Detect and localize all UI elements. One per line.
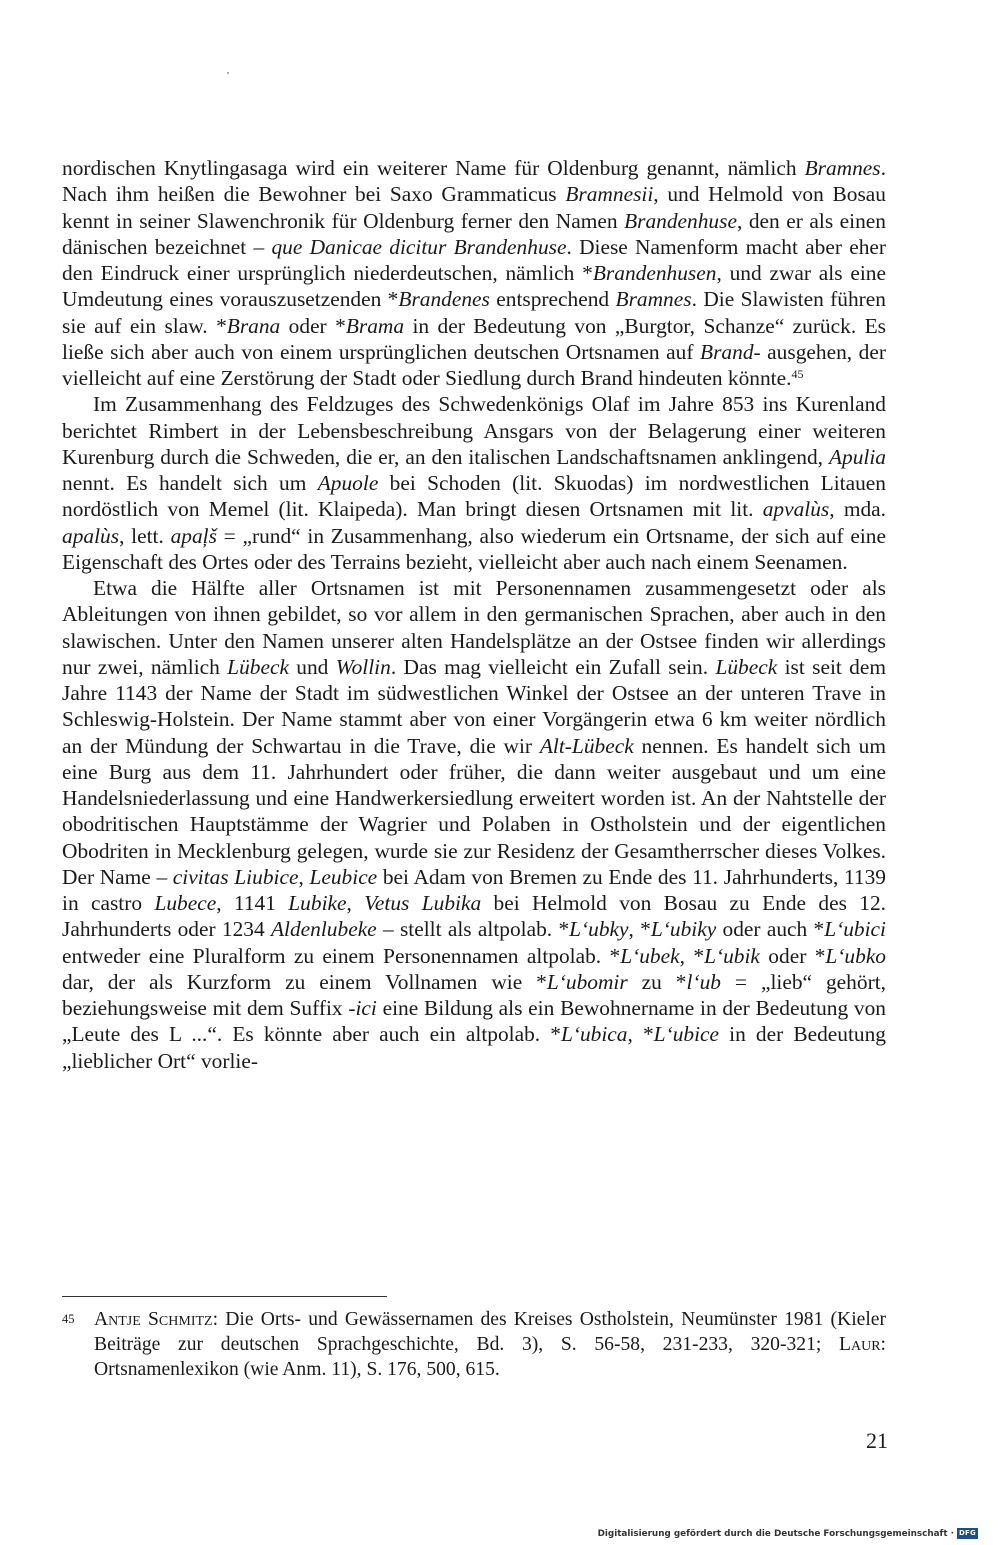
italic-term: que Danicae dicitur Brandenhuse <box>271 234 567 259</box>
text-run: , lett. <box>119 523 171 548</box>
italic-term: L‘ubiky <box>650 917 717 942</box>
italic-term: L‘ubomir <box>546 969 628 994</box>
author-name: Antje Schmitz <box>94 1309 213 1330</box>
text-run: eine Bildung als ein Bewohnername in der Bedeutung von „Leute des L ...“. Es könnte aber auch ein altpolab. * <box>62 996 886 1047</box>
dfg-logo-icon: DFG <box>957 1528 978 1539</box>
text-run: ausgehen, der vielleicht auf eine Zerstörung der Stadt oder Siedlung durch Brand hindeuten könnte. <box>62 339 886 390</box>
italic-term: Apuole <box>317 471 379 495</box>
italic-term: Wollin <box>335 654 391 679</box>
text-run: in der Bedeutung „lieblicher Ort“ vorlie- <box>62 1022 887 1073</box>
text-run: zu * <box>627 969 687 994</box>
text-run: Etwa die Hälfte aller Ortsnamen ist mit Personennamen zusammengesetzt oder als Ableitungen von ihnen gebildet, so vor allem in den germanischen Sprachen, aber auch in den slawischen. Unter den Namen unserer alten Handelsplätze an der Ostsee finden wir allerdings nur zwei, nämlich <box>62 576 886 679</box>
text-run: : Ortsnamenlexikon (wie Anm. 11), S. 176, 500, 615. <box>94 1334 886 1380</box>
text-run: , * <box>627 1022 654 1047</box>
text-run: , 1141 <box>216 891 289 915</box>
italic-term: Bramnesii <box>565 182 654 207</box>
text-run: = „lieb“ gehört, beziehungsweise mit dem Suffix <box>62 969 886 1020</box>
footnote-reference: 45 <box>791 367 804 381</box>
italic-term: Brama <box>345 313 405 338</box>
text-run: dar, der als Kurzform zu einem Vollnamen wie * <box>62 969 547 994</box>
text-run: bei Helmold von Bosau zu Ende des 12. Jahrhunderts oder 1234 <box>62 891 886 942</box>
text-run: nennen. Es handelt sich um eine Burg aus dem 11. Jahrhundert oder früher, die dann weiter ausgebaut und um eine Handelsniederlassung und eine Handwerkersiedlung erweitert worden ist. An der Nahtstelle der obodritischen Hauptstämme der Wagrier und Polaben in Ostholstein und der eigentlichen Obodriten in Mecklenburg gelegen, wurde sie zur Residenz der Gesamtherrscher dieses Volkes. Der Name – <box>62 733 886 889</box>
text-run: . Diese Namenform macht aber eher den Eindruck einer ursprünglich niederdeutschen, nämlich * <box>62 234 887 285</box>
text-run: . Die Slawisten führen sie auf ein slaw. * <box>62 287 886 338</box>
author-name: Laur <box>839 1334 881 1355</box>
text-run: und <box>288 654 336 679</box>
italic-term: L‘ubici <box>824 917 886 942</box>
italic-term: Lübeck <box>715 654 778 679</box>
footnote-separator <box>62 1296 387 1297</box>
italic-term: L‘ubek <box>620 943 680 968</box>
italic-term: Brandenhusen <box>592 261 717 285</box>
footnote-number: 45 <box>62 1312 75 1326</box>
text-run: , <box>298 864 310 889</box>
page-number: 21 <box>866 1428 888 1453</box>
italic-term: Bramnes <box>804 156 881 180</box>
text-run: bei Schoden (lit. Skuodas) im nordwestlichen Litauen nordöstlich von Memel (lit. Klaipeda). Man bringt diesen Ortsnamen mit lit. <box>62 471 886 522</box>
text-run: in der Bedeutung von „Burgtor, Schanze“ zurück. Es ließe sich aber auch von einem ursprünglichen deutschen Ortsnamen auf <box>62 313 886 364</box>
italic-term: L‘ubko <box>825 943 887 968</box>
italic-term: Vetus Lubika <box>364 891 482 915</box>
text-run: oder auch * <box>716 917 825 942</box>
italic-term: L‘ubica <box>560 1022 628 1047</box>
italic-term: Leubice <box>309 864 378 889</box>
italic-term: L‘ubky <box>569 917 629 942</box>
italic-term: -ici <box>348 996 377 1020</box>
text-run: : Die Orts- und Gewässernamen des Kreises Ostholstein, Neumünster 1981 (Kieler Beiträge zur deutschen Sprachgeschichte, Bd. 3), S. 56-58, 231-233, 320-321; <box>94 1309 886 1355</box>
italic-term: Lübeck <box>227 654 289 679</box>
italic-term: Aldenlubeke <box>270 917 377 942</box>
body-text <box>62 155 886 1074</box>
text-run: nennt. Es handelt sich um <box>62 471 318 495</box>
footnote <box>62 1307 886 1382</box>
text-run: , * <box>679 943 705 968</box>
text-run: , und zwar als eine Umdeutung eines vorauszusetzenden * <box>62 261 886 312</box>
text-run: , mda. <box>829 497 886 522</box>
italic-term: Alt-Lübeck <box>539 733 634 758</box>
scan-speck <box>227 72 229 74</box>
italic-term: L‘ubik <box>704 943 760 968</box>
text-run: entsprechend <box>489 287 616 312</box>
italic-term: Lubike <box>288 891 347 915</box>
italic-term: Bramnes <box>615 287 692 312</box>
text-run: , den er als einen dänischen bezeichnet – <box>62 208 886 259</box>
footnote-text <box>62 1307 886 1382</box>
text-run: nordischen Knytlingasaga wird ein weiterer Name für Oldenburg genannt, nämlich <box>62 156 805 180</box>
italic-term: Apulia <box>828 444 886 469</box>
italic-term: Brand- <box>700 339 761 364</box>
italic-term: l‘ub <box>686 969 721 994</box>
italic-term: civitas Liubice <box>172 864 299 889</box>
paragraph <box>62 155 886 391</box>
italic-term: apaļš <box>170 523 217 548</box>
italic-term: L‘ubice <box>653 1022 720 1047</box>
italic-term: Lubece <box>154 891 217 915</box>
text-run: , * <box>628 917 651 942</box>
text-run: = „rund“ in Zusammenhang, also wiederum ein Ortsname, der sich auf eine Eigenschaft des Ortes oder des Terrains bezieht, vielleicht aber auch nach einem Seenamen. <box>62 523 886 574</box>
text-run: Im Zusammenhang des Feldzuges des Schwedenkönigs Olaf im Jahre 853 ins Kurenland berichtet Rimbert in der Lebensbeschreibung Ansgars von der Belagerung einer weiteren Kurenburg durch die Schweden, die er, an den italischen Landschaftsnamen anklingend, <box>62 392 886 469</box>
footer-text: Digitalisierung gefördert durch die Deutsche Forschungsgemeinschaft · <box>597 1528 954 1539</box>
text-run: , <box>346 891 365 915</box>
digitization-footer <box>598 1528 978 1539</box>
text-run: bei Adam von Bremen zu Ende des 11. Jahrhunderts, 1139 in castro <box>62 864 886 915</box>
text-run: . Nach ihm heißen die Bewohner bei Saxo Grammaticus <box>62 156 886 207</box>
italic-term: Brana <box>226 313 281 338</box>
paragraph <box>62 575 886 1074</box>
italic-term: Brandenes <box>398 287 490 312</box>
text-run: ist seit dem Jahre 1143 der Name der Stadt im südwestlichen Winkel der Ostsee an der unteren Trave in Schleswig-Holstein. Der Name stammt aber von einer Vorgängerin etwa 6 km weiter nördlich an der Mündung der Schwartau in die Trave, die wir <box>62 654 887 758</box>
paragraph <box>62 391 886 575</box>
text-run: , und Helmold von Bosau kennt in seiner Slawenchronik für Oldenburg ferner den Namen <box>62 182 886 233</box>
italic-term: apvalùs <box>762 497 830 522</box>
text-run: – stellt als altpolab. * <box>376 917 570 942</box>
italic-term: Brandenhuse <box>624 208 737 233</box>
text-run: . Das mag vielleicht ein Zufall sein. <box>390 654 716 679</box>
text-run: oder * <box>280 313 346 338</box>
text-run: oder * <box>759 943 826 968</box>
text-run: entweder eine Pluralform zu einem Personennamen altpolab. * <box>62 943 621 968</box>
italic-term: apalùs <box>62 523 120 548</box>
